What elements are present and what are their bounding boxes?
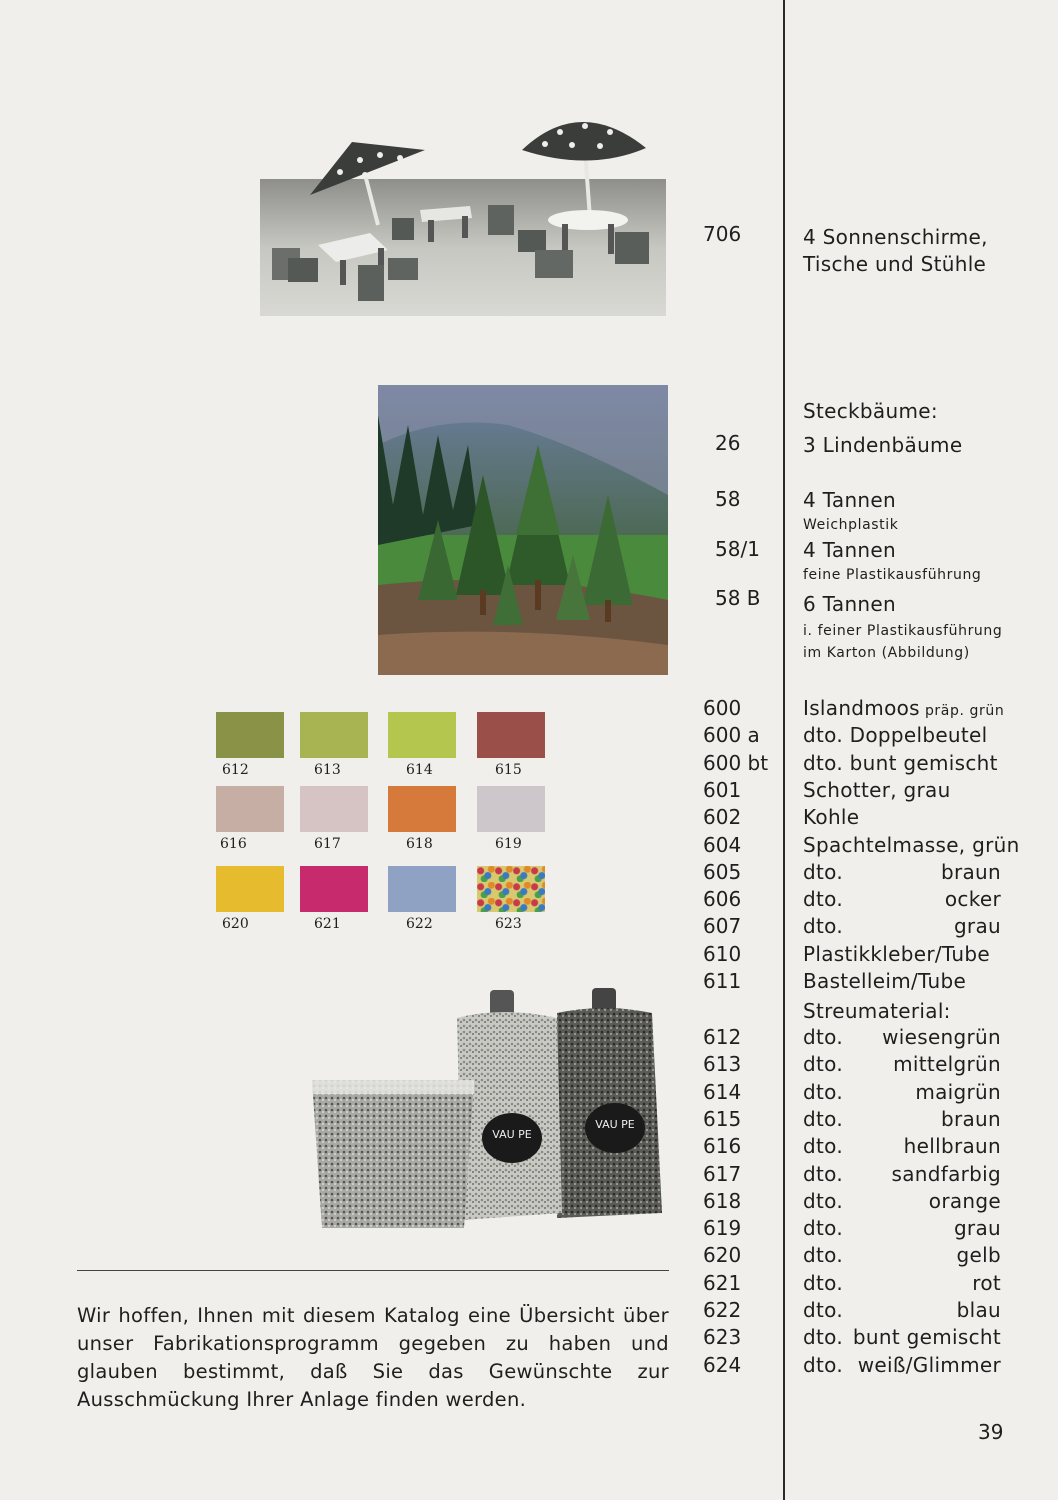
color-swatch (216, 712, 284, 758)
item-number: 610 (703, 941, 742, 966)
trees-photo (378, 385, 668, 675)
color-swatch (388, 786, 456, 832)
variant-label: mittelgrün (893, 1052, 1001, 1077)
item-note: Weichplastik (803, 517, 899, 533)
item-description: Spachtelmasse, grün (803, 832, 1020, 857)
item-description (803, 913, 1001, 940)
variant-label: weiß/Glimmer (857, 1352, 1001, 1377)
section-heading: Steckbäume: (803, 399, 938, 423)
divider-rule (77, 1270, 669, 1271)
swatch-label: 618 (406, 836, 433, 852)
item-number: 617 (703, 1161, 742, 1186)
item-number: 58/1 (715, 537, 760, 561)
variant-label: blau (956, 1298, 1001, 1322)
item-number: 602 (703, 805, 742, 830)
item-number: 618 (703, 1188, 742, 1213)
item-number: 606 (703, 887, 742, 912)
item-number: 600 bt (703, 750, 769, 775)
column-divider (783, 0, 785, 1500)
ditto-mark: dto. (803, 1270, 843, 1295)
swatch-label: 623 (495, 916, 522, 932)
item-description: Kohle (803, 805, 860, 830)
variant-label: wiesengrün (882, 1025, 1001, 1049)
variant-label: gelb (956, 1243, 1001, 1268)
page-number: 39 (978, 1420, 1004, 1444)
color-swatch (477, 866, 545, 912)
swatch-label: 613 (314, 762, 341, 778)
variant-label: orange (928, 1188, 1001, 1213)
item-number: 622 (703, 1298, 742, 1322)
item-number: 613 (703, 1052, 742, 1077)
item-description (803, 1051, 1001, 1078)
ditto-mark: dto. (803, 1052, 843, 1077)
item-description: 6 Tannen (803, 592, 896, 616)
item-description: Tische und Stühle (803, 252, 987, 276)
ditto-mark: dto. (803, 1298, 843, 1322)
ditto-mark: dto. (803, 859, 843, 884)
variant-label: ocker (944, 887, 1001, 912)
section-heading: Streumaterial: (803, 999, 951, 1023)
item-description (803, 1133, 1001, 1160)
swatch-label: 616 (220, 836, 247, 852)
ditto-mark: dto. (803, 1216, 843, 1241)
swatch-label: 615 (495, 762, 522, 778)
item-description: 4 Sonnenschirme, (803, 225, 988, 249)
swatch-label: 617 (314, 836, 341, 852)
closing-paragraph: Wir hoffen, Ihnen mit diesem Katalog eine Übersicht über unser Fabrikationsprogramm gegeben zu haben und glauben bestimmt, daß Sie das Gewünschte zur Ausschmückung Ihrer Anlage finden werden. (77, 1304, 669, 1411)
item-description (803, 1270, 1001, 1297)
item-description (803, 1297, 1001, 1324)
ditto-mark: dto. (803, 1352, 843, 1377)
swatch-label: 620 (222, 916, 249, 932)
item-note: im Karton (Abbildung) (803, 645, 970, 661)
swatch-label: 622 (406, 916, 433, 932)
item-number: 605 (703, 859, 742, 884)
item-description (803, 1161, 1001, 1188)
item-number: 621 (703, 1270, 742, 1295)
item-number: 616 (703, 1134, 742, 1159)
item-number: 611 (703, 969, 742, 993)
variant-label: braun (940, 859, 1001, 884)
item-number: 623 (703, 1325, 742, 1350)
variant-label: hellbraun (903, 1134, 1001, 1159)
item-number: 615 (703, 1106, 742, 1131)
color-swatch (216, 866, 284, 912)
item-number: 604 (703, 832, 742, 857)
color-swatch (477, 786, 545, 832)
item-description (803, 1242, 1001, 1269)
item-suffix: präp. grün (919, 703, 1005, 719)
item-number: 614 (703, 1079, 742, 1104)
item-number: 612 (703, 1025, 742, 1049)
item-number: 26 (715, 431, 741, 455)
color-swatch (477, 712, 545, 758)
ditto-mark: dto. (803, 1325, 843, 1350)
color-swatch (300, 786, 368, 832)
item-description (803, 859, 1001, 886)
item-number: 600 (703, 696, 742, 720)
swatch-label: 621 (314, 916, 341, 932)
item-number: 607 (703, 914, 742, 939)
ditto-mark: dto. (803, 1188, 843, 1213)
variant-label: rot (972, 1270, 1001, 1295)
bag-logo-text: VAU PE (595, 1118, 635, 1131)
item-number: 706 (703, 222, 742, 246)
item-description (803, 1079, 1001, 1106)
ditto-mark: dto. (803, 1025, 843, 1049)
item-description: Plastikkleber/Tube (803, 941, 990, 966)
item-description (803, 1106, 1001, 1133)
item-note: i. feiner Plastikausführung (803, 623, 1003, 639)
ditto-mark: dto. (803, 1134, 843, 1159)
ditto-mark: dto. (803, 1243, 843, 1268)
item-description: dto. bunt gemischt (803, 750, 998, 775)
bag-logo-text: VAU PE (492, 1128, 532, 1141)
item-number: 58 B (715, 586, 761, 610)
ditto-mark: dto. (803, 1079, 843, 1104)
item-description: Islandmoos präp. grün (803, 696, 1005, 720)
item-number: 600 a (703, 723, 760, 748)
item-description: dto. Doppelbeutel (803, 723, 988, 748)
item-description (803, 1352, 1001, 1379)
swatch-label: 614 (406, 762, 433, 778)
item-description: Bastelleim/Tube (803, 969, 967, 993)
item-description (803, 1215, 1001, 1242)
item-description (803, 1188, 1001, 1215)
color-swatch (300, 866, 368, 912)
ditto-mark: dto. (803, 1106, 843, 1131)
variant-label: grau (953, 1216, 1001, 1241)
variant-label: grau (953, 914, 1001, 939)
item-number: 601 (703, 777, 742, 802)
item-description (803, 1024, 1001, 1051)
variant-label: braun (940, 1106, 1001, 1131)
item-number: 619 (703, 1216, 742, 1241)
color-swatch (388, 712, 456, 758)
color-swatch (388, 866, 456, 912)
item-note: feine Plastikausführung (803, 567, 982, 583)
color-swatch (300, 712, 368, 758)
swatch-label: 619 (495, 836, 522, 852)
item-description: Schotter, grau (803, 777, 951, 802)
variant-label: maigrün (915, 1079, 1001, 1104)
item-description: 4 Tannen (803, 538, 896, 562)
ditto-mark: dto. (803, 887, 843, 912)
swatch-label: 612 (222, 762, 249, 778)
item-number: 620 (703, 1243, 742, 1268)
item-number: 58 (715, 487, 741, 511)
ditto-mark: dto. (803, 914, 843, 939)
color-swatch (216, 786, 284, 832)
umbrellas-tables-photo (260, 100, 668, 318)
item-number: 624 (703, 1352, 742, 1377)
item-description (803, 886, 1001, 913)
variant-label: bunt gemischt (852, 1325, 1001, 1350)
material-bags-photo (312, 988, 667, 1228)
item-description: 3 Lindenbäume (803, 433, 963, 457)
item-description (803, 1324, 1001, 1351)
variant-label: sandfarbig (891, 1161, 1001, 1186)
item-description: 4 Tannen (803, 488, 896, 512)
ditto-mark: dto. (803, 1161, 843, 1186)
